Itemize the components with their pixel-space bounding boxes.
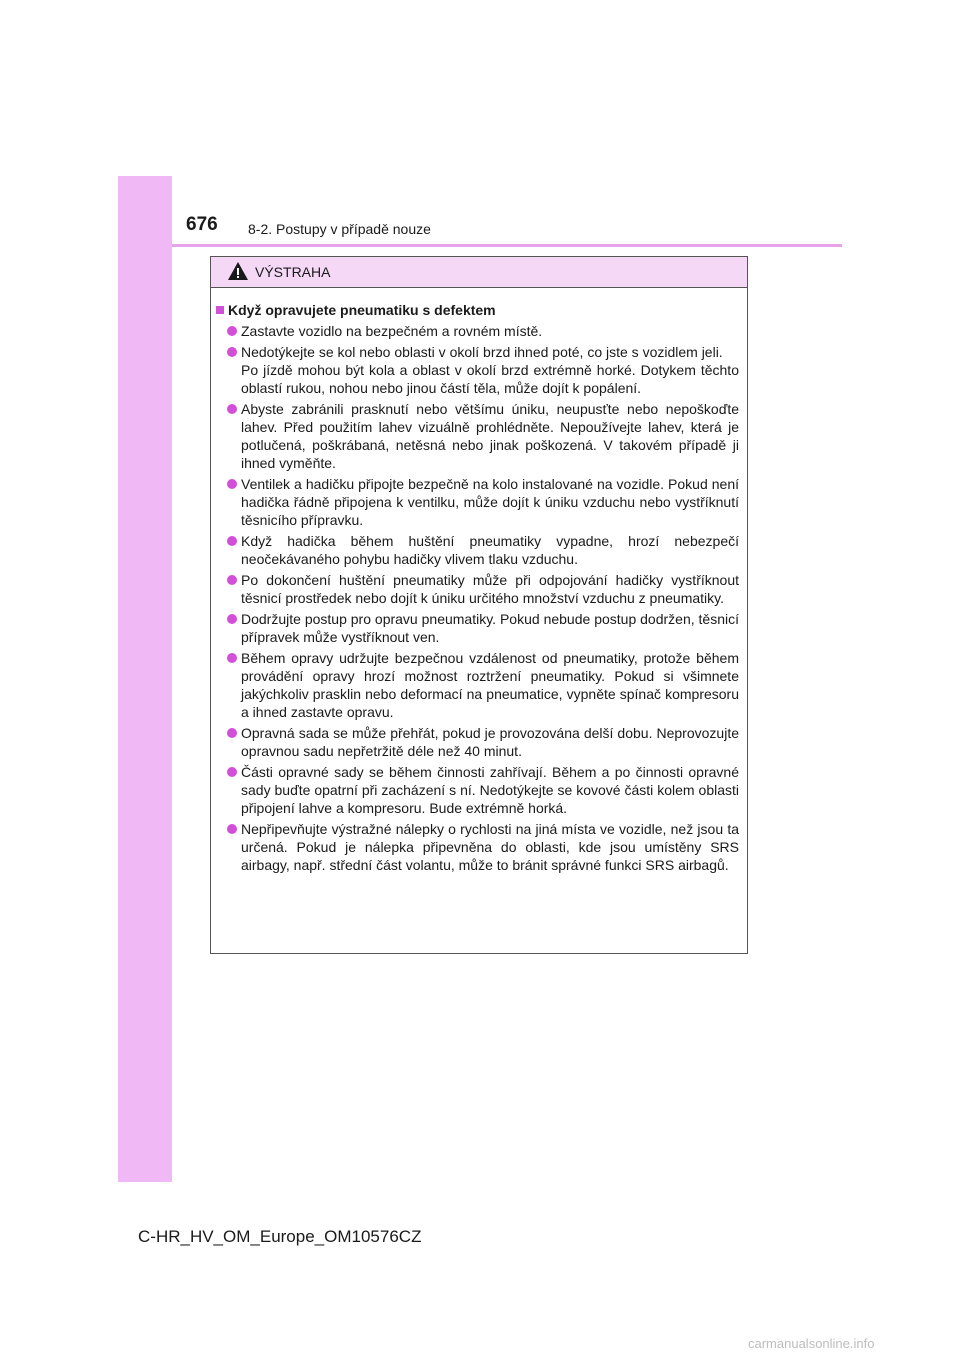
- document-code: C-HR_HV_OM_Europe_OM10576CZ: [138, 1227, 422, 1246]
- bullet-dot-icon: [227, 728, 237, 738]
- warning-box: [210, 256, 748, 954]
- warning-item-text: Nedotýkejte se kol nebo oblasti v okolí brzd ihned poté, co jste s vozidlem jeli. Po jízdě mohou být kola a oblast v okolí brzd extrémně horké. Dotykem těchto oblastí rukou, nohou nebo jinou částí těla, může dojít k popálení.: [241, 344, 739, 396]
- warning-item-text: Ventilek a hadičku připojte bezpečně na kolo instalované na vozidle. Pokud není hadička řádně připojena k ventilku, může dojít k úniku vzduchu nebo vystříknutí těsnicího přípravku.: [241, 476, 739, 528]
- bullet-dot-icon: [227, 614, 237, 624]
- warning-item: [215, 724, 743, 760]
- section-title: 8-2. Postupy v případě nouze: [248, 221, 431, 237]
- warning-item-text: Nepřipevňujte výstražné nálepky o rychlosti na jiná místa ve vozidle, než jsou ta určená. Pokud je nálepka připevněna do oblasti, kde jsou umístěny SRS airbagy, např. střední část volantu, může to bránit správné funkci SRS airbagů.: [241, 821, 739, 873]
- bullet-dot-icon: [227, 479, 237, 489]
- warning-item: [215, 400, 743, 472]
- warning-item: [215, 571, 743, 607]
- bullet-dot-icon: [227, 767, 237, 777]
- warning-body: [211, 288, 747, 874]
- bullet-dot-icon: [227, 824, 237, 834]
- warning-item: [215, 649, 743, 721]
- warning-title: VÝSTRAHA: [255, 264, 331, 280]
- warning-heading-text: Když opravujete pneumatiku s defektem: [228, 302, 496, 318]
- bullet-dot-icon: [227, 347, 237, 357]
- warning-item: [215, 763, 743, 817]
- warning-item: [215, 820, 743, 874]
- warning-item: [215, 475, 743, 529]
- warning-item: [215, 610, 743, 646]
- warning-heading: [215, 301, 743, 319]
- warning-item-text: Během opravy udržujte bezpečnou vzdálenost od pneumatiky, protože během provádění opravy hrozí možnost roztržení pneumatiky. Pokud si všimnete jakýchkoliv prasklin nebo deformací na pneumatice, vypněte spínač kompresoru a ihned zastavte opravu.: [241, 650, 739, 720]
- warning-item-text: Části opravné sady se během činnosti zahřívají. Během a po činnosti opravné sady buďte opatrní při zacházení s ní. Nedotýkejte se kovové části kolem oblasti připojení lahve a kompresoru. Bude extrémně horká.: [241, 764, 739, 816]
- warning-header: [211, 257, 747, 288]
- warning-item-text: Po dokončení huštění pneumatiky může při odpojování hadičky vystříknout těsnicí prostředek nebo dojít k úniku určitého množství vzduchu z pneumatiky.: [241, 572, 739, 606]
- warning-item: [215, 343, 743, 397]
- bullet-dot-icon: [227, 575, 237, 585]
- warning-item-text: Zastavte vozidlo na bezpečném a rovném místě.: [241, 323, 543, 339]
- bullet-dot-icon: [227, 404, 237, 414]
- warning-item-text: Opravná sada se může přehřát, pokud je provozována delší dobu. Neprovozujte opravnou sadu nepřetržitě déle než 40 minut.: [241, 725, 739, 759]
- warning-item: [215, 532, 743, 568]
- warning-item-text: Když hadička během huštění pneumatiky vypadne, hrozí nebezpečí neočekávaného pohybu hadičky vlivem tlaku vzduchu.: [241, 533, 739, 567]
- warning-item-text: Abyste zabránili prasknutí nebo většímu úniku, neupusťte nebo nepoškoďte lahev. Před použitím lahev vizuálně prohlédněte. Nepoužívejte lahev, která je potlučená, poškrábaná, netěsná nebo jinak poškozená. V takovém případě ji ihned vyměňte.: [241, 401, 739, 471]
- square-bullet-icon: [216, 306, 224, 314]
- page-number: 676: [186, 214, 218, 235]
- warning-item-text: Dodržujte postup pro opravu pneumatiky. Pokud nebude postup dodržen, těsnicí přípravek může vystříknout ven.: [241, 611, 739, 645]
- warning-triangle-icon: [227, 261, 249, 281]
- warning-item: [215, 322, 743, 340]
- bullet-dot-icon: [227, 536, 237, 546]
- bullet-dot-icon: [227, 653, 237, 663]
- header-rule: [172, 244, 842, 247]
- bullet-dot-icon: [227, 326, 237, 336]
- chapter-sidebar: [118, 176, 172, 1182]
- watermark: carmanualsonline.info: [748, 1336, 875, 1351]
